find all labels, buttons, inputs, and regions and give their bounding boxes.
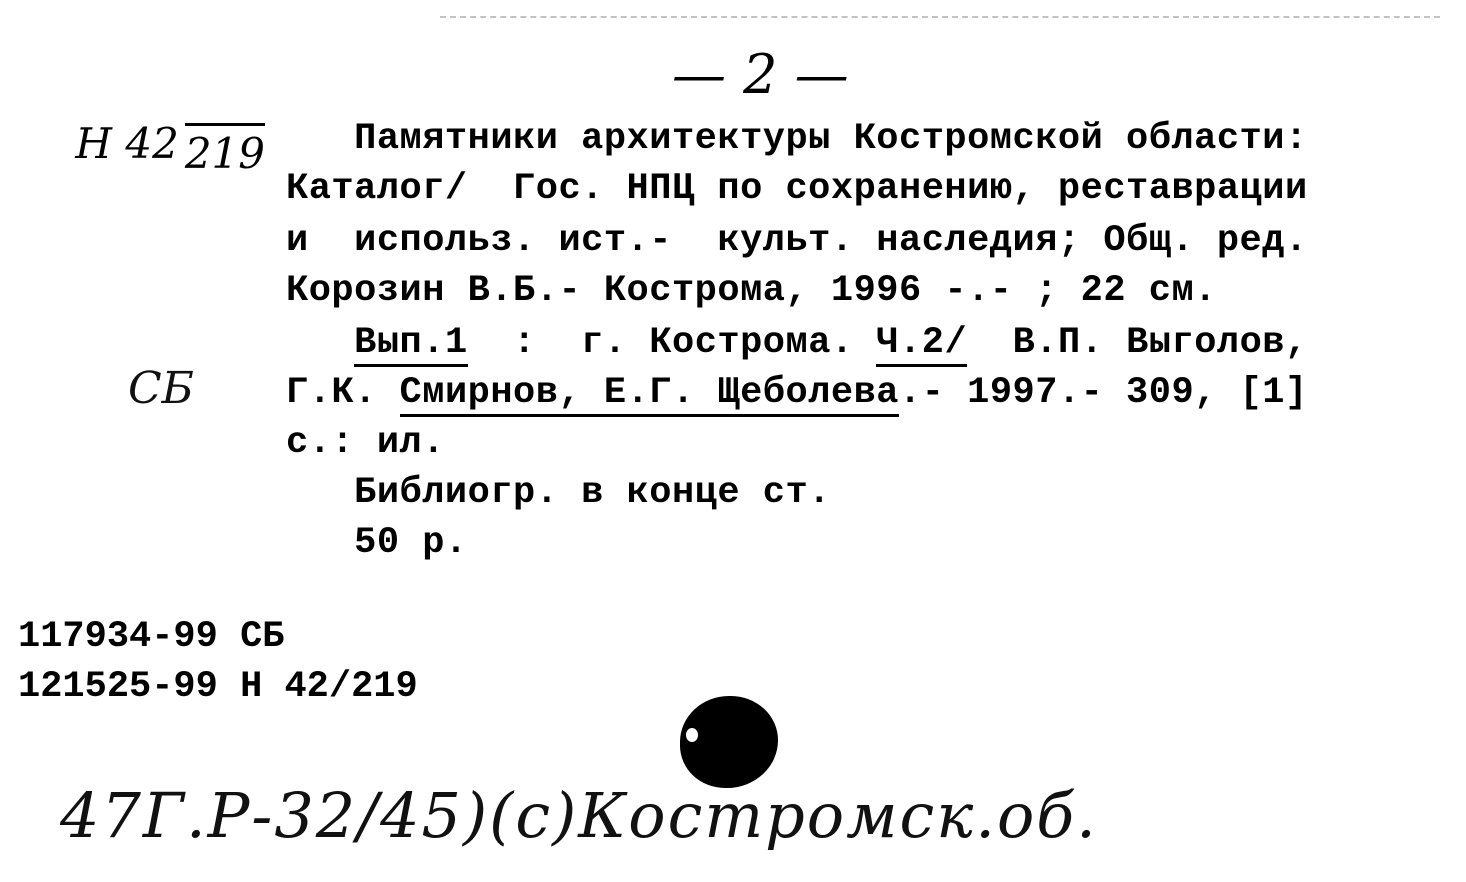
punch-hole-blot (680, 696, 778, 788)
description-line-2: Каталог/ Гос. НПЦ по сохранению, реставрации (286, 168, 1308, 210)
volume-issue: Вып.1 (354, 322, 468, 367)
handwritten-classification: 47Г.Р-32/45)(с)Костромск.об. (60, 779, 1098, 852)
punch-hole-highlight (686, 728, 698, 742)
description-line-1: Памятники архитектуры Костромской области: (286, 118, 1308, 160)
volume-middle: : г. Кострома. (467, 322, 877, 364)
shelf-mark-denominator: 219 (185, 123, 265, 180)
accession-sep (218, 666, 240, 708)
volume-part: Ч.2/ (876, 322, 967, 367)
volume-lead (286, 322, 354, 364)
description-line-3: и использ. ист.- культ. наследия; Общ. ред. (286, 220, 1308, 262)
authors-rest: .- 1997.- 309, [1] (899, 372, 1308, 414)
price-line: 50 р. (286, 522, 468, 564)
volume-rest: В.П. Выголов, (967, 322, 1308, 364)
accession-sep (218, 616, 240, 658)
accession-mark: СБ (240, 616, 285, 658)
authors-prefix: Г.К. (286, 372, 400, 414)
description-line-4: Корозин В.Б.- Кострома, 1996 -.- ; 22 см. (286, 270, 1217, 312)
accession-number: 117934-99 (18, 616, 218, 658)
accession-line-2 (18, 662, 418, 712)
bibliography-line: Библиогр. в конце ст. (286, 472, 831, 514)
pages-line: с.: ил. (286, 422, 445, 464)
page-number: — 2 — (672, 43, 849, 106)
accession-mark: Н 42/219 (240, 666, 418, 708)
accession-line-1 (18, 612, 284, 662)
handwritten-cb-mark: СБ (128, 363, 194, 414)
authors-underlined: Смирнов, Е.Г. Щеболева (400, 372, 899, 417)
shelf-mark-numerator: Н 42 (75, 119, 179, 168)
volume-line (286, 318, 1308, 368)
shelf-mark (22, 66, 265, 232)
card-top-edge (440, 16, 1440, 18)
accession-number: 121525-99 (18, 666, 218, 708)
authors-line (286, 368, 1308, 418)
